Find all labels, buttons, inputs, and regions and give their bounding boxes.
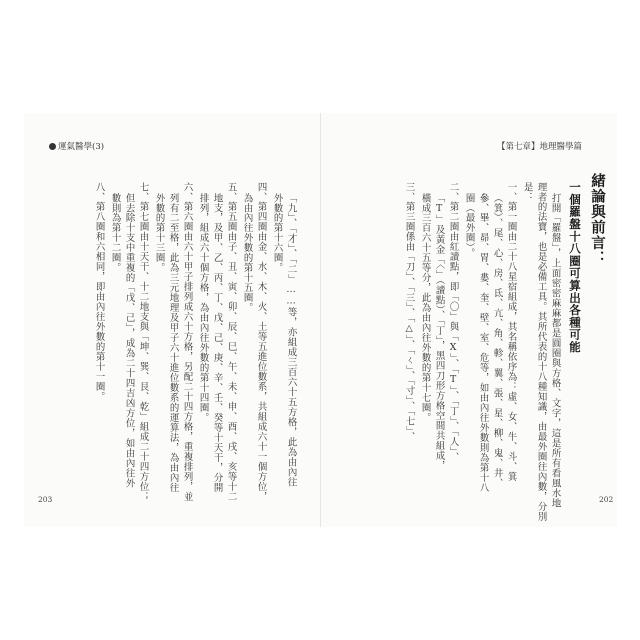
- right-text-column: 二、第二圈由紅讀點，即「〇」與「X」、「T」、「丁」、「人」、: [447, 182, 459, 463]
- left-running-header: [49, 140, 104, 152]
- left-text-column: 六、第六圈由六十甲子排列成六十方格，另配二十四方格，重複排列，並: [181, 182, 193, 502]
- right-text-column: 橫成三百六十五等分，此為由內往外數的第十七圈。: [419, 193, 431, 423]
- right-page-number: 202: [599, 495, 614, 504]
- right-text-column: 參、畢、昴、胃、婁、奎、壁、室、危等，如由內往外數則為第十八: [477, 193, 489, 493]
- left-text-column: 「九」、「才」、「二」……等，亦組成三百六十五方格，此為由內往: [285, 193, 297, 488]
- left-header-text: 運氣醫學(3): [58, 142, 105, 152]
- section-title: 緒論與前言：: [589, 173, 606, 266]
- book-spread: [24, 113, 617, 527]
- left-text-column: 數則為第十二圈。: [109, 193, 121, 273]
- left-text-column: 但去除十支中重複的「戊、己」，成為二十四吉凶方位，如由內往外: [123, 193, 135, 489]
- left-text-column: 列有二至格，此為三元地理及甲子六十進位數系的運算法，為由內往: [167, 193, 179, 493]
- left-text-column: 八、第八圈和六相同，即由內往外數的第十一圈。: [93, 182, 105, 402]
- left-text-column: 為由內往外數的第十五圈。: [241, 193, 253, 313]
- section-subtitle: 一個羅盤十八圈可算出各種可能: [568, 181, 582, 354]
- book-emblem-icon: [49, 143, 56, 150]
- left-text-column: 外數的第十三圈。: [153, 193, 165, 273]
- right-text-column: 是：: [521, 182, 533, 202]
- left-text-column: 四、第四圈由金、水、木、火、土等五進位數系，共組成六十一個方位，: [255, 182, 267, 502]
- right-text-column: 「T」及黃金「〈」（讀點）、「丁」，黑四刀形方格空間共組成，: [433, 193, 445, 471]
- left-text-column: 七、第七圈由十天干、十二地支與「坤、巽、艮、乾」組成二十四方位；: [137, 182, 149, 502]
- left-page-number: 203: [38, 495, 53, 504]
- right-text-column: 三、第三圈係由「刀」、「三」、「△」、「ㄑ」、「寸」、「七」、: [403, 182, 415, 442]
- left-page: [24, 113, 321, 527]
- right-text-column: 圈（最外圈）。: [463, 193, 475, 259]
- right-text-column: 理者的法寶，也是必備工具。其所代表的十八種知識，由最外圈往內數，分別: [535, 182, 547, 522]
- left-text-column: 五、第五圈由子、丑、寅、卯、辰、巳、午、未、申、酉、戌、亥等十二: [225, 182, 237, 502]
- left-text-column: 外數的第十六圈。: [271, 193, 283, 273]
- left-text-column: 排列，組成六十個方格，為由內往外數的第十四圈。: [197, 193, 209, 423]
- left-text-column: 地支，及甲、乙、丙、丁、戊、己、庚、辛、壬、癸等十天干，分開: [211, 193, 223, 493]
- right-running-header: 【第七章】地理醫學篇: [497, 142, 583, 152]
- right-page: [321, 113, 617, 527]
- right-text-column: 一、第一圈由二十八星宿組成，其名稱依序為：虛、女、牛、斗、箕: [505, 182, 517, 482]
- right-text-column: 打開「羅盤」，上面密密麻麻都是圓圈與方格、文字，這是所有看風水地: [549, 193, 561, 508]
- right-text-column: （箕）、尾、心、房、氐、亢、角、軫、翼、張、星、柳、鬼、井、: [491, 193, 503, 489]
